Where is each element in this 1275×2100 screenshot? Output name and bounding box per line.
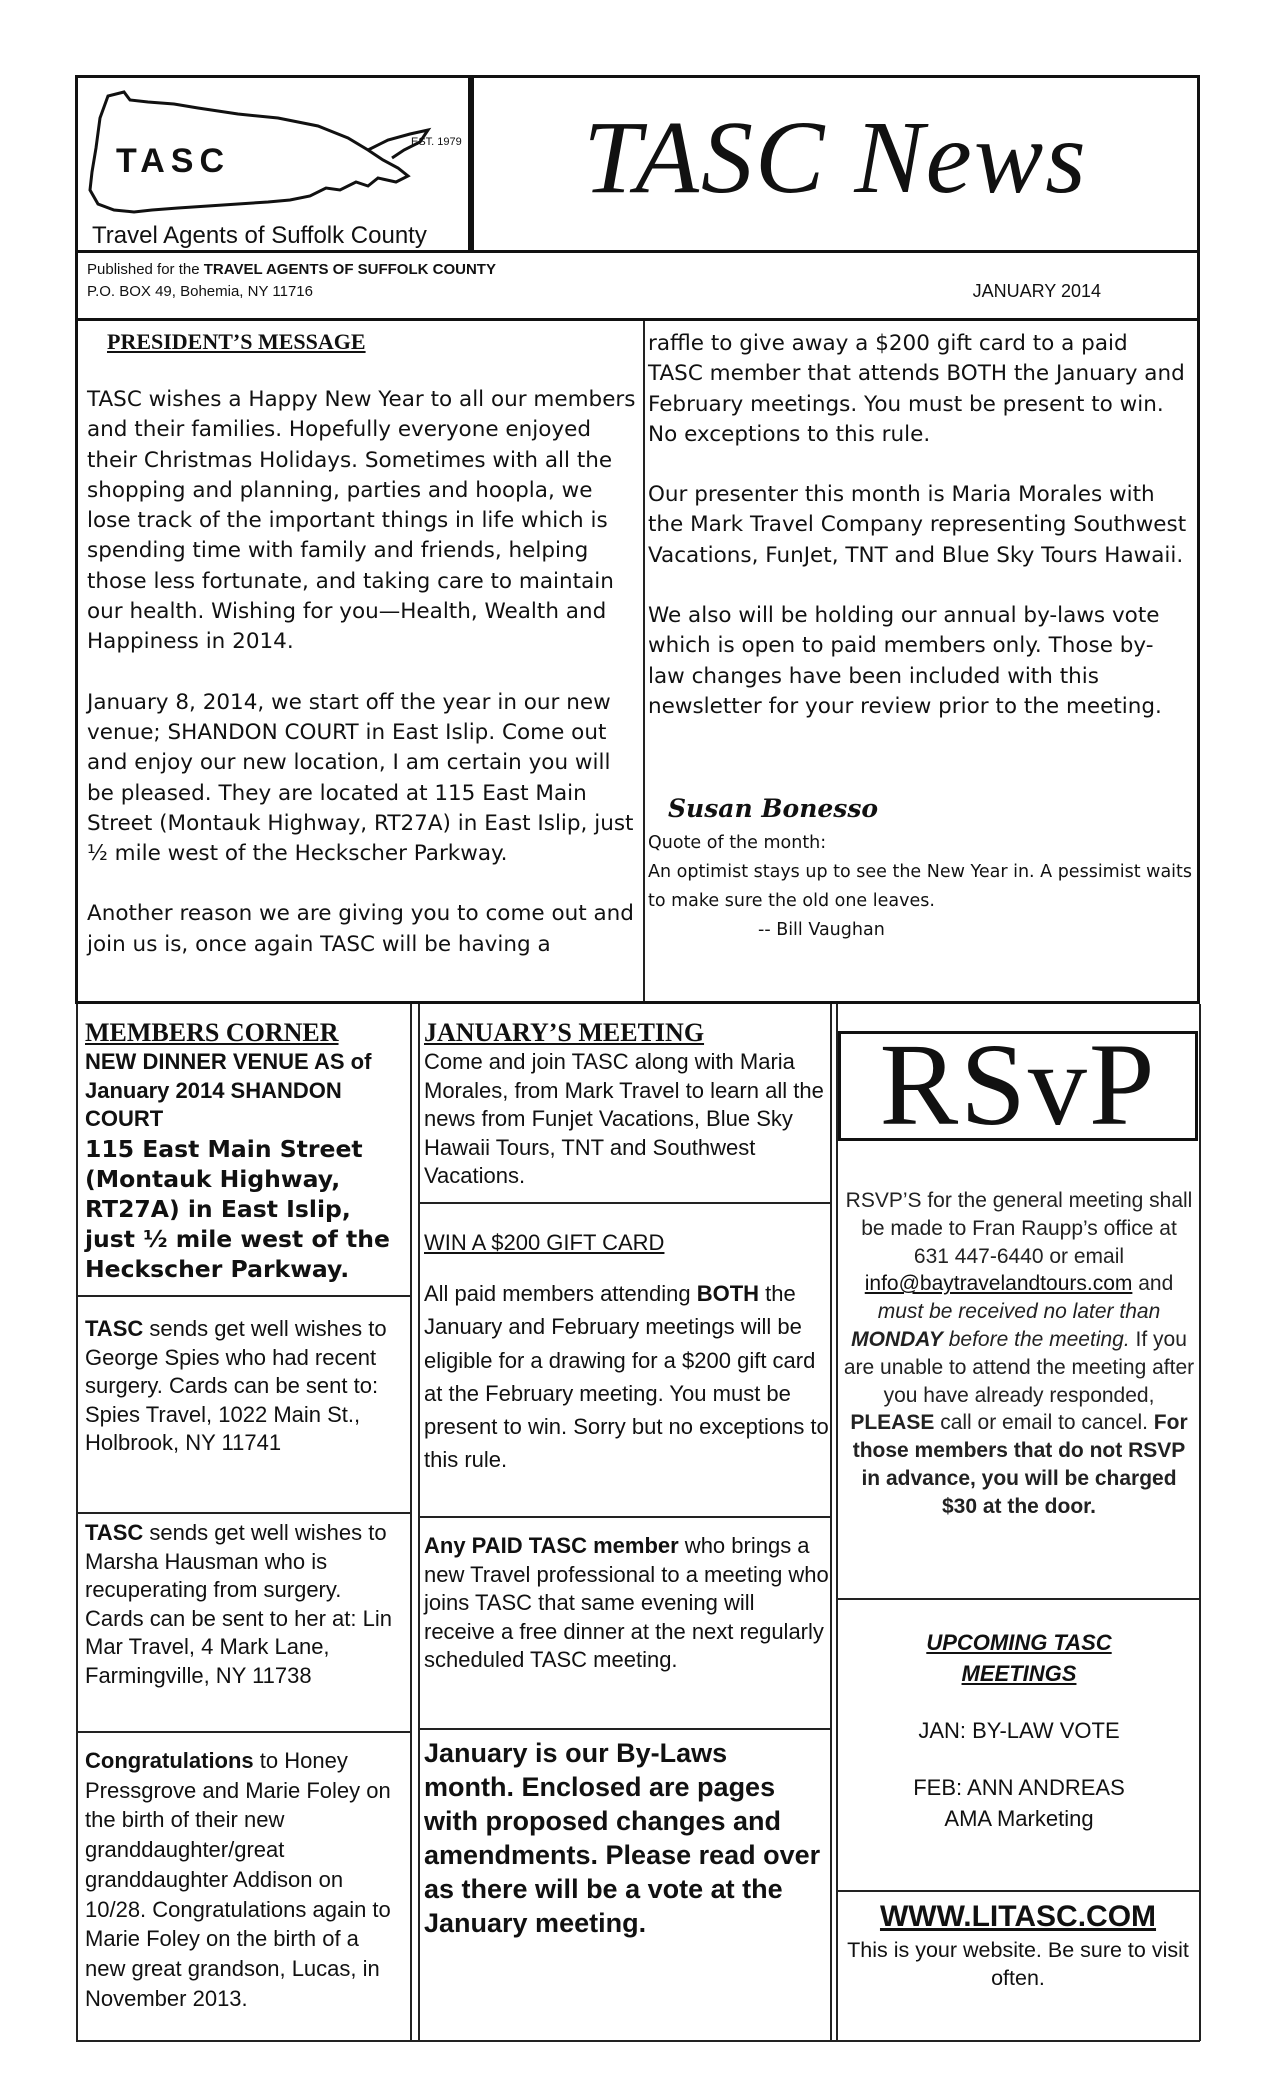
rsvp-please: PLEASE: [850, 1411, 935, 1435]
section-divider: [76, 1731, 410, 1733]
website-link[interactable]: WWW.LITASC.COM: [879, 1900, 1157, 1933]
logo-box: [75, 75, 471, 253]
rsvp-deadline-text: must be received no later than: [877, 1300, 1161, 1324]
bylaws-notice: January is our By-Laws month. Enclosed are pages with proposed changes and amendments. Please read over as there will be a vote at the January meeting.: [424, 1738, 821, 1938]
newsletter-title: TASC News: [583, 100, 1088, 215]
president-left-column: [87, 385, 637, 960]
get-well-spies: [85, 1315, 405, 1458]
bottom-border: [76, 2040, 1200, 2042]
get-well-text: sends get well wishes to George Spies who had recent surgery. Cards can be sent to: Spies Travel, 1022 Main St., Holbrook, NY 11741: [85, 1316, 387, 1455]
tasc-label: TASC: [85, 1316, 144, 1341]
meeting-intro: Come and join TASC along with Maria Morales, from Mark Travel to learn all the news from Funjet Vacations, Blue Sky Hawaii Tours, TNT and Southwest Vacations.: [424, 1049, 824, 1188]
column-divider: [643, 321, 645, 1001]
column-border: [1199, 1004, 1201, 2041]
section-divider: [418, 1202, 830, 1204]
rsvp-charge-warning: For those members that do not RSVP in advance, you will be charged $30 at the door.: [852, 1411, 1188, 1518]
rsvp-email-link[interactable]: info@baytravelandtours.com: [864, 1272, 1133, 1296]
paid-member-label: Any PAID TASC member: [424, 1533, 679, 1558]
president-paragraph: We also will be holding our annual by-laws vote which is open to paid members only. Those by-law changes have been included with this newsletter for your review prior to the meeting.: [648, 603, 1162, 719]
upcoming-meetings: [842, 1627, 1196, 1834]
section-divider: [418, 1728, 830, 1730]
rsvp-deadline-day: MONDAY: [851, 1327, 943, 1351]
upcoming-feb-presenter: AMA Marketing: [944, 1806, 1094, 1831]
section-divider: [836, 1598, 1200, 1600]
website-note: This is your website. Be sure to visit often.: [847, 1938, 1189, 1990]
rsvp-deadline: [842, 1298, 1196, 1520]
publisher-name: TRAVEL AGENTS OF SUFFOLK COUNTY: [203, 261, 496, 278]
column-border: [76, 1004, 78, 2041]
rsvp-logo: [838, 1019, 1198, 1150]
congratulations-label: Congratulations: [85, 1748, 254, 1773]
section-divider: [76, 1295, 410, 1297]
gift-card-heading: WIN A $200 GIFT CARD: [424, 1230, 665, 1255]
publisher-prefix: Published for the: [87, 261, 204, 278]
january-meeting-heading: JANUARY’S MEETING: [424, 1018, 705, 1047]
quote-author: -- Bill Vaughan: [758, 920, 885, 940]
upcoming-heading: UPCOMING TASC MEETINGS: [926, 1630, 1112, 1686]
rsvp-cancel-text: If you are unable to attend the meeting after you have already responded,: [843, 1327, 1195, 1407]
tasc-label: TASC: [85, 1520, 144, 1545]
president-right-column: [648, 329, 1188, 752]
publication-info: [75, 253, 1200, 321]
section-divider: [418, 1516, 830, 1518]
logo-established: EST. 1979: [411, 136, 462, 148]
president-signature: Susan Bonesso: [668, 794, 879, 823]
rsvp-logo-text: RSvP: [879, 1019, 1157, 1150]
address-line: P.O. BOX 49, Bohemia, NY 11716: [87, 283, 313, 300]
logo-word: TASC: [116, 142, 231, 180]
gift-card-text: [424, 1277, 829, 1476]
column-border: [418, 1004, 420, 2041]
members-corner-heading: MEMBERS CORNER: [85, 1018, 339, 1047]
gift-text-b: the January and February meetings will be eligible for a drawing for a $200 gift card at the February meeting. You must be present to win. Sorry but no exceptions to this rule.: [424, 1281, 829, 1473]
rsvp-email-line: [842, 1270, 1196, 1298]
president-paragraph: Another reason we are giving you to come out and join us is, once again TASC will be having a: [87, 901, 634, 957]
website-section: [836, 1898, 1200, 1992]
gift-text-a: All paid members attending: [424, 1281, 697, 1307]
rsvp-text: RSVP’S for the general meeting shall be made to Fran Raupp’s office at 631 447-6440 or email: [845, 1189, 1193, 1268]
president-paragraph: January 8, 2014, we start off the year in our new venue; SHANDON COURT in East Islip. Come out and enjoy our new location, I am certain you will be pleased. They are located at 115 East Main Street (Montauk Highway, RT27A) in East Islip, just ½ mile west of the Heckscher Parkway.: [87, 689, 634, 867]
upcoming-feb: FEB: ANN ANDREAS: [913, 1775, 1125, 1800]
logo-subtitle: Travel Agents of Suffolk County: [92, 222, 427, 249]
paid-member-offer: [424, 1532, 829, 1675]
rsvp-instructions: [842, 1187, 1196, 1521]
column-border: [830, 1004, 832, 2041]
gift-text-bold: BOTH: [696, 1281, 760, 1307]
quote-text: An optimist stays up to see the New Year in. A pessimist waits to make sure the old one leaves.: [648, 862, 1193, 911]
president-paragraph: Our presenter this month is Maria Morales with the Mark Travel Company representing Southwest Vacations, FunJet, TNT and Blue Sky Tours Hawaii.: [648, 482, 1187, 568]
congratulations-text: to Honey Pressgrove and Marie Foley on the birth of their new granddaughter/great granddaughter Addison on 10/28. Congratulations again to Marie Foley on the birth of a new great grandson, Lucas, in November 2013.: [85, 1748, 391, 2011]
rsvp-text-and: and: [1132, 1272, 1174, 1296]
president-paragraph: TASC wishes a Happy New Year to all our members and their families. Hopefully everyone enjoyed their Christmas Holidays. Sometimes with all the shopping and planning, parties and hoopla, we lose track of the important things in life which is spending time with family and friends, helping those less fortunate, and taking care to maintain our health. Wishing for you—Health, Wealth and Happiness in 2014.: [87, 387, 636, 655]
get-well-hausman: [85, 1519, 405, 1690]
issue-date: JANUARY 2014: [972, 281, 1101, 301]
paid-member-text: who brings a new Travel professional to a meeting who joins TASC that same evening will receive a free dinner at the next regularly scheduled TASC meeting.: [424, 1533, 829, 1672]
president-message: [75, 321, 1200, 1004]
quote-label: Quote of the month:: [648, 833, 827, 853]
president-heading: PRESIDENT’S MESSAGE: [107, 329, 366, 354]
rsvp-deadline-after: before the meeting.: [942, 1327, 1130, 1351]
quote-of-month: [648, 829, 1198, 945]
congratulations: [85, 1746, 405, 2013]
gift-card-section: [424, 1226, 829, 1476]
upcoming-jan: JAN: BY-LAW VOTE: [918, 1718, 1120, 1743]
president-paragraph: raffle to give away a $200 gift card to a paid TASC member that attends BOTH the January and February meetings. You must be present to win. No exceptions to this rule.: [648, 331, 1185, 447]
january-meeting: [424, 1018, 829, 1191]
members-corner: [85, 1018, 405, 1284]
publisher-line: [87, 261, 496, 278]
column-border: [410, 1004, 412, 2041]
column-border: [836, 1004, 838, 2041]
venue-address: 115 East Main Street (Montauk Highway, RT27A) in East Islip, just ½ mile west of the Heckscher Parkway.: [85, 1134, 390, 1283]
section-divider: [76, 1512, 410, 1514]
masthead-title-box: [471, 75, 1200, 253]
get-well-text: sends get well wishes to Marsha Hausman who is recuperating from surgery. Cards can be sent to her at: Lin Mar Travel, 4 Mark Lane, Farmingville, NY 11738: [85, 1520, 392, 1688]
rsvp-cancel-after: call or email to cancel.: [934, 1411, 1148, 1435]
section-divider: [836, 1890, 1200, 1892]
venue-announcement: NEW DINNER VENUE AS of January 2014 SHANDON COURT: [85, 1049, 372, 1131]
